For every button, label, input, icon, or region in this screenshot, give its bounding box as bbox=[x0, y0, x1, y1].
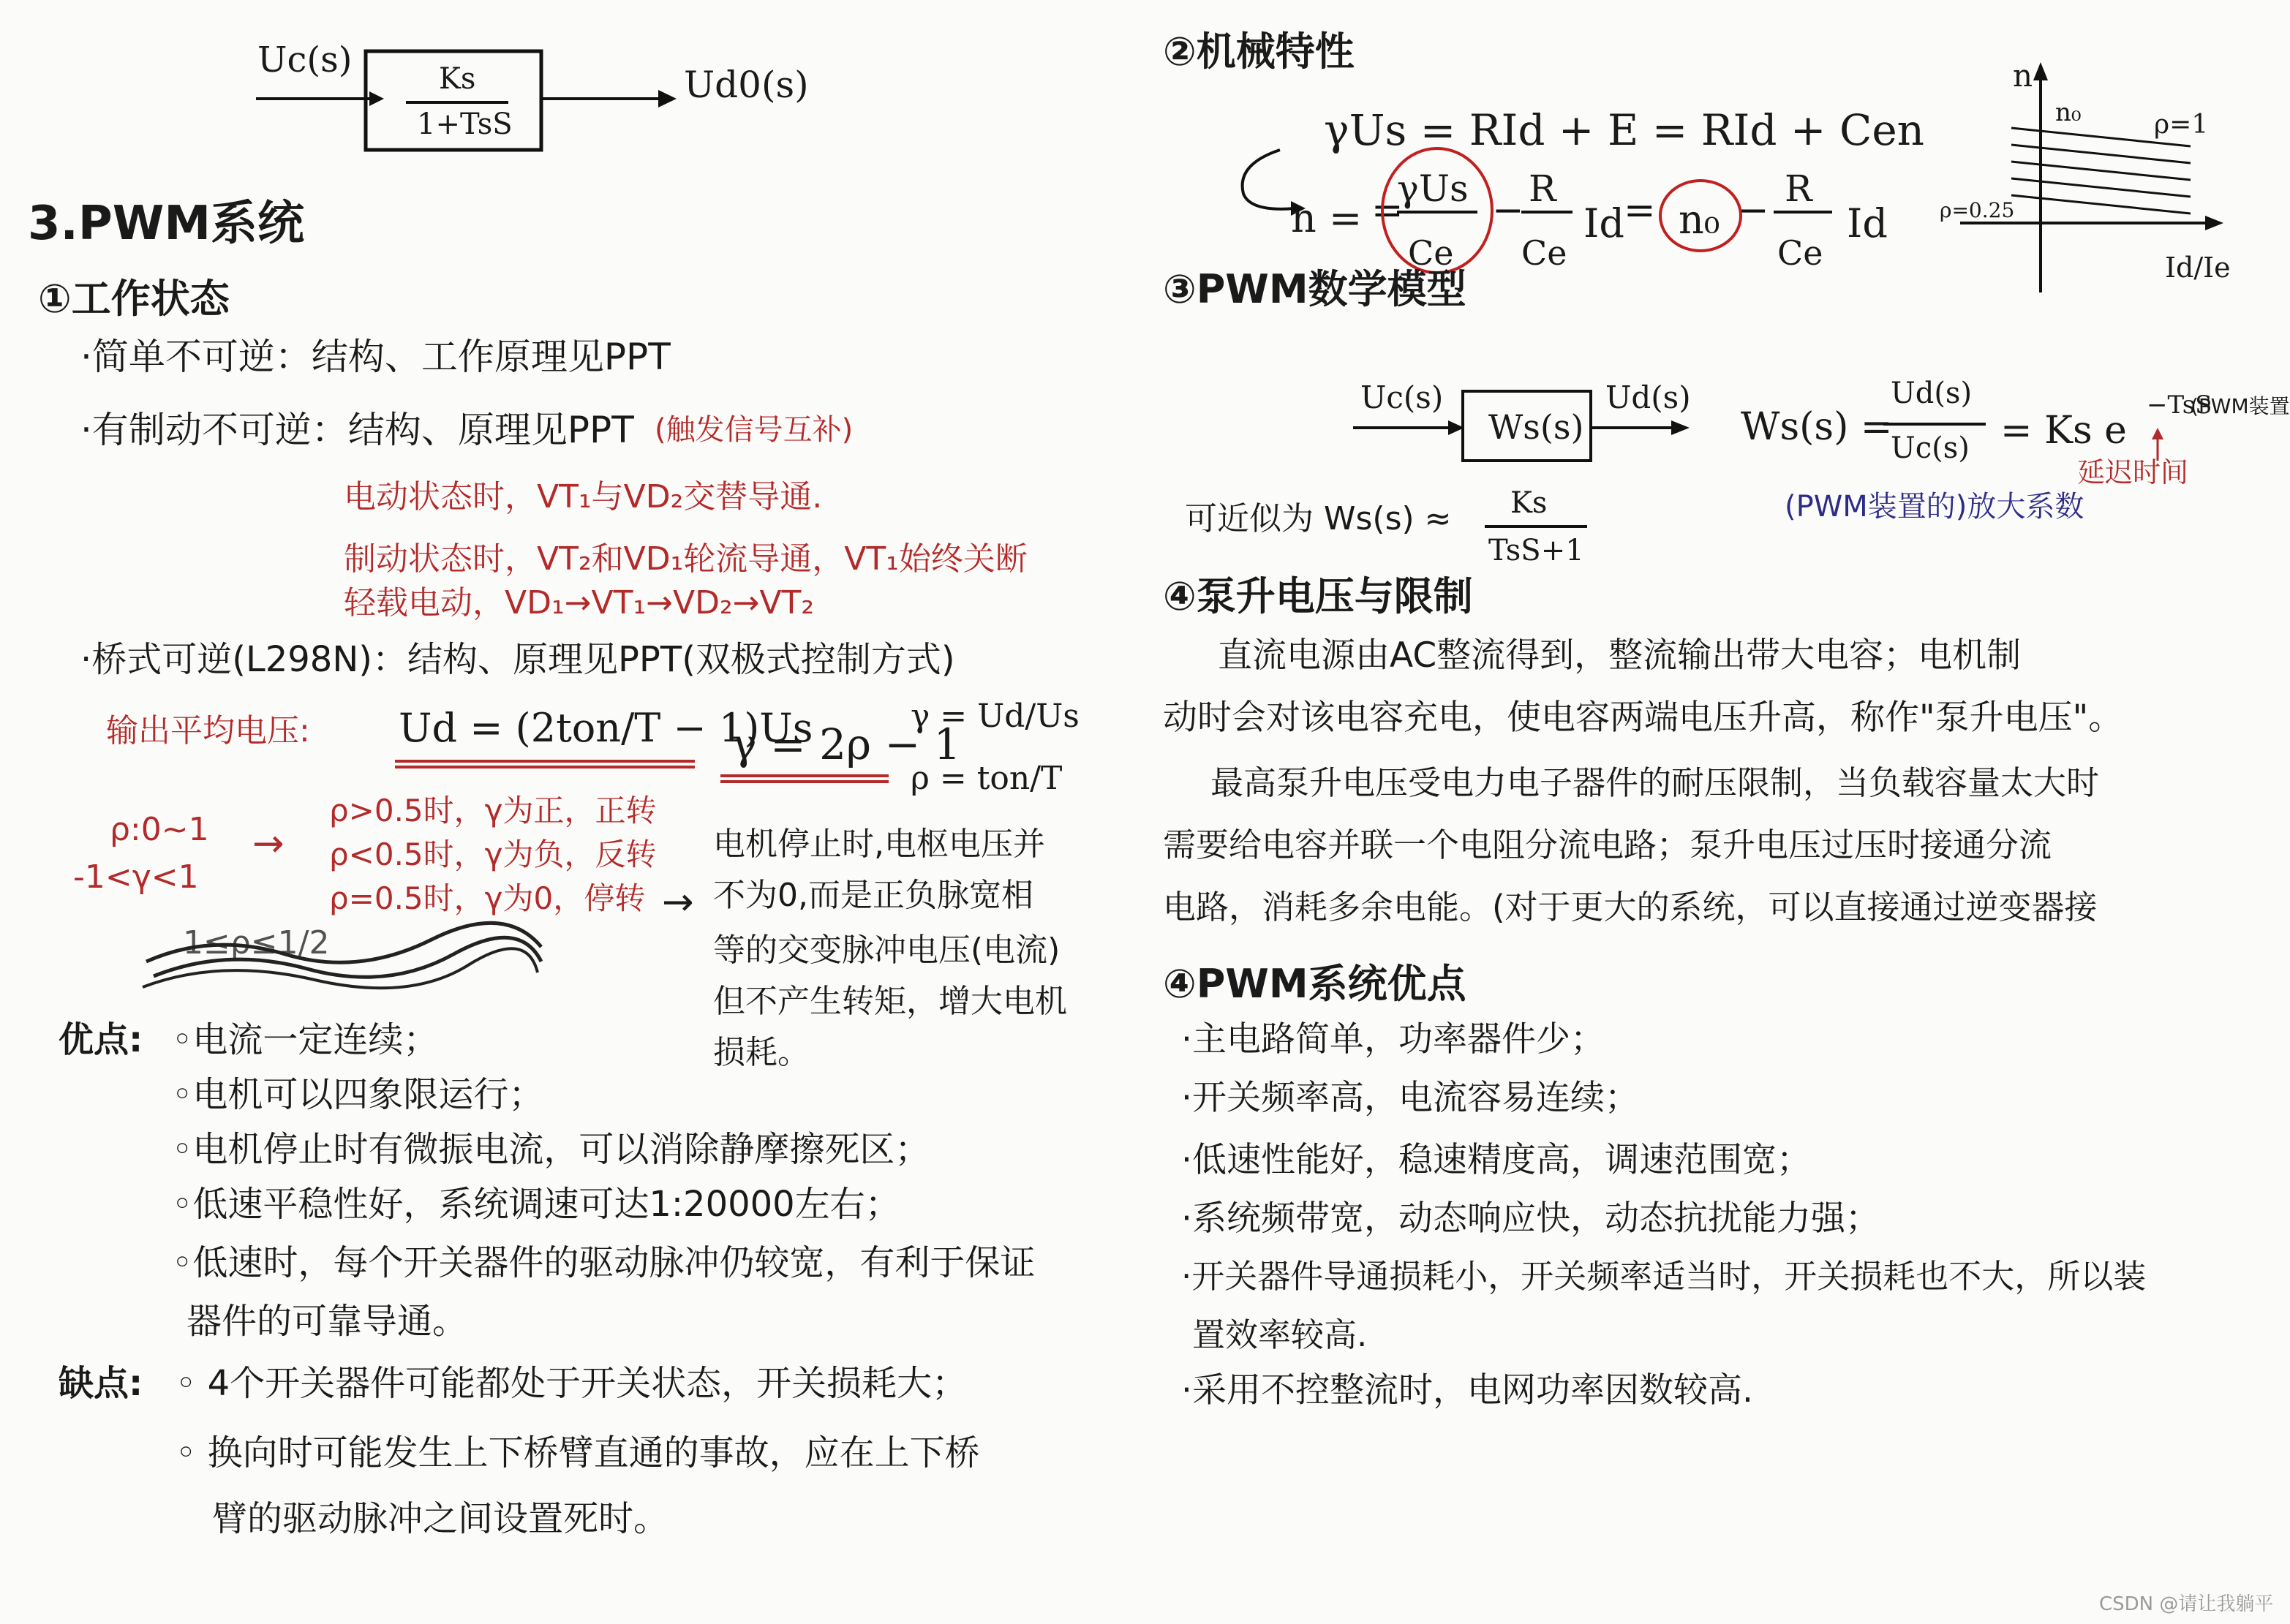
ranges-arrow: → bbox=[252, 822, 285, 866]
con-1: ◦ 4个开关器件可能都处于开关状态，开关损耗大； bbox=[176, 1363, 968, 1404]
ws-rhs: = Ks e bbox=[2000, 409, 2127, 453]
svg-text:=: = bbox=[1371, 189, 1404, 233]
mech-eq2-r-den: Ce bbox=[1521, 233, 1567, 273]
pwm-model-box: Ws(s) bbox=[1488, 407, 1584, 447]
pwm-model-input: Uc(s) bbox=[1360, 379, 1444, 415]
graph-y-label: n bbox=[2013, 58, 2033, 94]
mech-eq2-n: n = bbox=[1291, 195, 1363, 241]
mech-eq2-id: Id bbox=[1583, 200, 1624, 246]
case-zero: ρ=0.5时，γ为0，停转 bbox=[329, 880, 646, 916]
mech-eq2-n0: n₀ bbox=[1679, 197, 1720, 243]
avg-eq-underline bbox=[395, 757, 702, 771]
s4-para1-line1: 直流电源由AC整流得到，整流输出带大电容；电机制 bbox=[1218, 635, 2022, 676]
pro-5-cont: 器件的可靠导通。 bbox=[187, 1301, 468, 1342]
avg-voltage-equation: Ud = (2ton/T − 1)Us bbox=[399, 705, 813, 751]
scribble-strike bbox=[139, 918, 549, 998]
svg-text:−: − bbox=[1737, 189, 1769, 233]
approx-numerator: Ks bbox=[1510, 486, 1548, 520]
top-block-denominator: 1+TsS bbox=[417, 107, 513, 141]
mech-eq2-r: R bbox=[1529, 167, 1556, 210]
s1-line-braking: 制动状态时，VT₂和VD₁轮流导通，VT₁始终关断 bbox=[344, 540, 1028, 578]
stop-line-4: 但不产生转矩，增大电机 bbox=[713, 983, 1067, 1020]
s1-line-brake: ·有制动不可逆：结构、原理见PPT bbox=[80, 409, 634, 451]
pwm-model-output: Ud(s) bbox=[1605, 379, 1691, 415]
stop-line-2: 不为0,而是正负脉宽相 bbox=[713, 877, 1033, 914]
gamma-eq-underline bbox=[720, 771, 896, 786]
stop-line-5: 损耗。 bbox=[713, 1034, 810, 1071]
pro-2: ◦电机可以四象限运行； bbox=[172, 1074, 544, 1115]
pro-3: ◦电机停止时有微振电流，可以消除静摩擦死区； bbox=[172, 1129, 930, 1170]
stop-line-3: 等的交变脉冲电压(电流) bbox=[713, 932, 1061, 969]
case-positive: ρ>0.5时，γ为正，正转 bbox=[329, 793, 657, 828]
mech-eq2-den: Ce bbox=[1408, 233, 1454, 273]
s5-heading: ④PWM系统优点 bbox=[1163, 961, 1466, 1007]
svg-text:−: − bbox=[1492, 189, 1524, 233]
case-negative: ρ<0.5时，γ为负，反转 bbox=[329, 836, 657, 872]
watermark: CSDN @请让我躺平 bbox=[2099, 1593, 2274, 1615]
adv-5: ·开关器件导通损耗小，开关频率适当时，开关损耗也不大，所以装 bbox=[1181, 1257, 2147, 1296]
mech-eq-1: γUs = RId + E = RId + Cen bbox=[1324, 105, 1925, 155]
s4-para2-line3: 电路，消耗多余电能。(对于更大的系统，可以直接通过逆变器接 bbox=[1163, 888, 2098, 926]
rho-definition: ρ = ton/T bbox=[911, 760, 1063, 797]
mech-eq2-r2: R bbox=[1785, 167, 1812, 210]
graph-x-label: Id/Ie bbox=[2165, 252, 2231, 284]
top-block-numerator: Ks bbox=[439, 62, 476, 96]
s3-heading: ③PWM数学模型 bbox=[1163, 266, 1466, 312]
ws-fraction-bar bbox=[1883, 420, 1993, 428]
adv-1: ·主电路简单，功率器件少； bbox=[1181, 1019, 1605, 1060]
s2-heading: ②机械特性 bbox=[1163, 29, 1355, 75]
mech-eq2-id2: Id bbox=[1847, 200, 1888, 246]
s4-heading: ④泵升电压与限制 bbox=[1163, 573, 1473, 619]
gamma-definition: γ = Ud/Us bbox=[911, 698, 1080, 735]
svg-text:=: = bbox=[1624, 189, 1656, 233]
pro-5: ◦低速时，每个开关器件的驱动脉冲仍较宽，有利于保证 bbox=[172, 1242, 1036, 1283]
con-2-cont: 臂的驱动脉冲之间设置死时。 bbox=[212, 1498, 669, 1539]
gamma-equation: γ = 2ρ − 1 bbox=[731, 720, 961, 769]
s1-line-motoring: 电动状态时，VT₁与VD₂交替导通. bbox=[344, 478, 823, 515]
cons-label: 缺点: bbox=[59, 1363, 143, 1404]
cases-arrow: → bbox=[662, 880, 694, 924]
graph-rho1-label: ρ=1 bbox=[2154, 110, 2209, 140]
approx-fraction-bar bbox=[1485, 523, 1594, 530]
graph-n0-label: n₀ bbox=[2055, 98, 2082, 127]
delay-label: 延迟时间 bbox=[2077, 456, 2189, 488]
adv-3: ·低速性能好，稳速精度高，调速范围宽； bbox=[1181, 1140, 1811, 1180]
s1-line-simple: ·简单不可逆：结构、工作原理见PPT bbox=[80, 336, 671, 378]
section-title: 3.PWM系统 bbox=[28, 197, 305, 251]
ws-denominator: Uc(s) bbox=[1891, 431, 1970, 465]
s1-heading: ①工作状态 bbox=[38, 276, 230, 322]
graph-rho025-label: ρ=0.25 bbox=[1940, 198, 2015, 222]
pros-label: 优点: bbox=[59, 1019, 143, 1060]
s4-para2-line2: 需要给电容并联一个电阻分流电路；泵升电压过压时接通分流 bbox=[1163, 826, 2052, 864]
gain-note: (PWM装置的)放大系数 bbox=[1785, 490, 2084, 524]
s1-line-lightload: 轻载电动，VD₁→VT₁→VD₂→VT₂ bbox=[344, 584, 815, 622]
s4-para1-line2: 动时会对该电容充电，使电容两端电压升高，称作"泵升电压"。 bbox=[1163, 698, 2123, 738]
delay-arrow bbox=[2143, 428, 2172, 464]
s1-line-brake-note: (触发信号互补) bbox=[655, 413, 854, 447]
pro-1: ◦电流一定连续； bbox=[172, 1019, 439, 1060]
approx-label: 可近似为 Ws(s) ≈ bbox=[1185, 500, 1452, 537]
ws-numerator: Ud(s) bbox=[1891, 377, 1973, 410]
approx-denominator: TsS+1 bbox=[1488, 534, 1584, 567]
ws-note: (PWM装置 bbox=[2191, 394, 2290, 418]
con-2: ◦ 换向时可能发生上下桥臂直通的事故，应在上下桥 bbox=[176, 1432, 980, 1473]
adv-5-cont: 置效率较高. bbox=[1192, 1315, 1368, 1354]
crossed-out-text: 1≤ρ≤1/2 bbox=[183, 924, 330, 962]
adv-2: ·开关频率高，电流容易连续； bbox=[1181, 1078, 1639, 1118]
adv-4: ·系统频带宽，动态响应快，动态抗扰能力强； bbox=[1181, 1198, 1880, 1239]
s1-line-bridge: ·桥式可逆(L298N)：结构、原理见PPT(双极式控制方式) bbox=[80, 639, 955, 680]
s4-para2-line1: 最高泵升电压受电力电子器件的耐压限制，当负载容量太大时 bbox=[1210, 763, 2100, 802]
mech-eq2-r2-den: Ce bbox=[1777, 233, 1823, 273]
avg-voltage-label: 输出平均电压: bbox=[106, 712, 310, 749]
ws-exponent: −TsS bbox=[2147, 390, 2212, 420]
stop-line-1: 电机停止时,电枢电压并 bbox=[713, 826, 1045, 863]
mech-eq2-num: γUs bbox=[1397, 167, 1469, 210]
gamma-range: -1<γ<1 bbox=[73, 858, 199, 896]
top-block-input: Uc(s) bbox=[257, 39, 353, 80]
top-block-output: Ud0(s) bbox=[684, 64, 809, 106]
ws-lhs: Ws(s) = bbox=[1741, 405, 1893, 449]
adv-6: ·采用不控整流时，电网功率因数较高. bbox=[1181, 1370, 1753, 1410]
pro-4: ◦低速平稳性好，系统调速可达1:20000左右； bbox=[172, 1184, 900, 1225]
rho-range: ρ:0~1 bbox=[110, 811, 209, 848]
